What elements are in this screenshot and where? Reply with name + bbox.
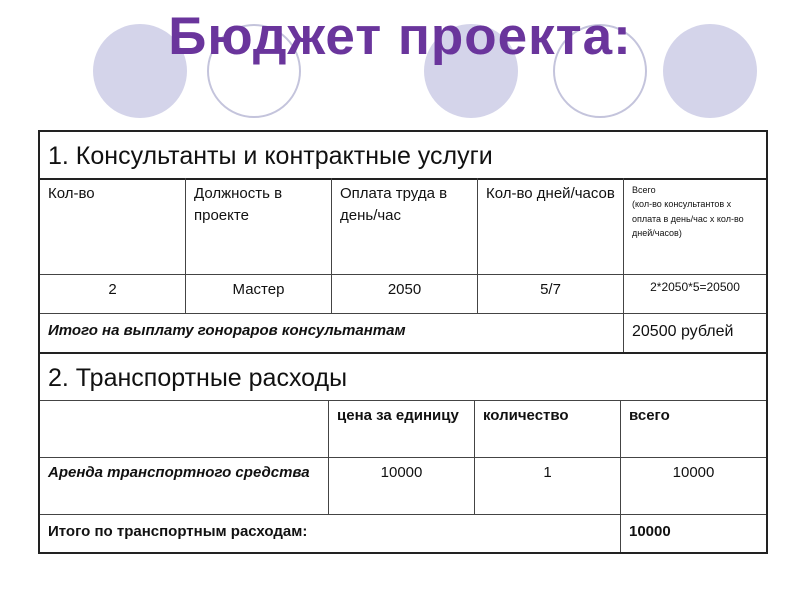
vehicle-rental-label: Аренда транспортного средства — [48, 464, 310, 481]
transport-summary-label: Итого по транспортным расходам: — [48, 523, 308, 540]
header-total — [624, 179, 766, 274]
header-total-desc: (кол-во консультантов х оплата в день/час х кол-во дней/часов) — [632, 199, 744, 239]
header-qty: Кол-во — [48, 185, 95, 202]
row-position: Мастер — [232, 281, 285, 298]
section2-heading: 2. Транспортные расходы — [48, 364, 348, 392]
transport-summary-value: 10000 — [629, 523, 671, 540]
vehicle-rental-price: 10000 — [380, 464, 423, 481]
header-days: Кол-во дней/часов — [486, 185, 615, 202]
row-qty: 2 — [108, 281, 117, 298]
header-total-2: всего — [629, 407, 670, 424]
row-days: 5/7 — [540, 281, 561, 298]
header-position: Должность в проекте — [194, 185, 283, 224]
budget-table — [38, 130, 768, 554]
header-quantity: количество — [483, 407, 569, 424]
header-pay: Оплата труда в день/час — [340, 185, 448, 224]
row-pay: 2050 — [387, 281, 422, 298]
consultants-summary-label: Итого на выплату гонораров консультантам — [48, 322, 406, 339]
header-price: цена за единицу — [337, 407, 459, 424]
vehicle-rental-qty: 1 — [543, 464, 552, 481]
header-total-title: Всего — [632, 185, 656, 195]
page-title: Бюджет проекта: — [168, 7, 632, 66]
vehicle-rental-total: 10000 — [672, 464, 715, 481]
consultants-summary-value: 20500 рублей — [632, 323, 734, 340]
section1-heading: 1. Консультанты и контрактные услуги — [48, 142, 493, 170]
row-total: 2*2050*5=20500 — [650, 280, 740, 294]
